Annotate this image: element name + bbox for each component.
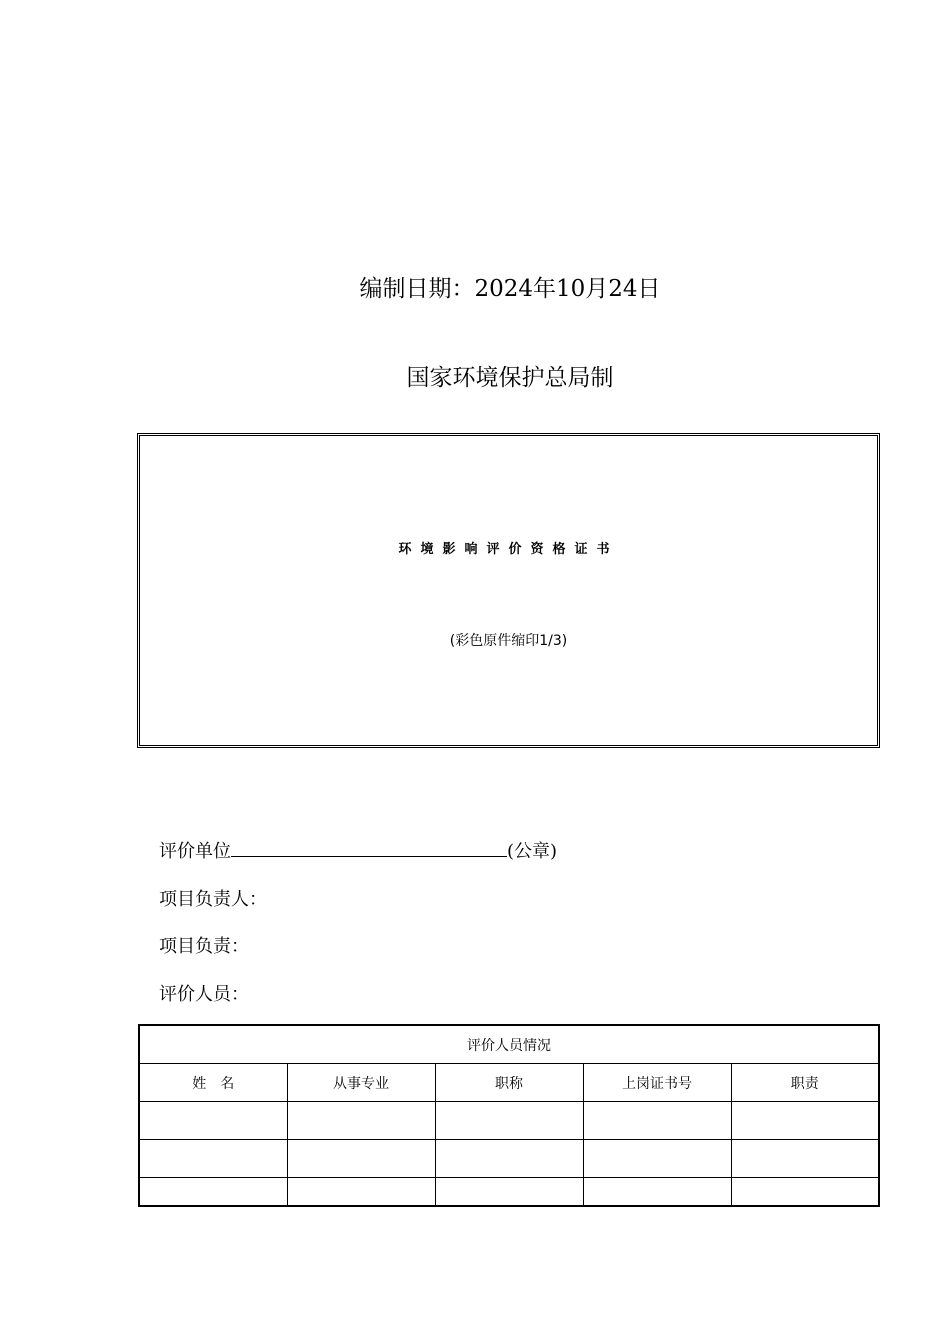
table-cell[interactable] — [731, 1140, 879, 1178]
table-row — [139, 1140, 879, 1178]
evaluators-label: 评价人员： — [159, 984, 249, 1005]
table-row — [139, 1178, 879, 1207]
project-responsible-label: 项目负责： — [159, 936, 249, 957]
table-cell[interactable] — [435, 1140, 583, 1178]
certificate-title: 环境影响评价资格证书 — [398, 542, 619, 557]
table-cell[interactable] — [435, 1178, 583, 1207]
table-cell[interactable] — [731, 1178, 879, 1207]
table-caption-row — [139, 1025, 879, 1064]
header-name: 姓 名 — [139, 1064, 287, 1102]
table-cell[interactable] — [139, 1140, 287, 1178]
header-certificate-no: 上岗证书号 — [583, 1064, 731, 1102]
evaluation-unit-label: 评价单位 — [159, 841, 231, 862]
header-title: 职称 — [435, 1064, 583, 1102]
compile-date: 编制日期：2024年10月24日 — [359, 276, 661, 302]
table-cell[interactable] — [287, 1102, 435, 1140]
table-cell[interactable] — [435, 1102, 583, 1140]
certificate-note: (彩色原件缩印1/3) — [449, 633, 568, 649]
table-cell[interactable] — [139, 1102, 287, 1140]
table-cell[interactable] — [287, 1178, 435, 1207]
table-cell[interactable] — [583, 1102, 731, 1140]
table-cell[interactable] — [287, 1140, 435, 1178]
project-leader-label: 项目负责人： — [159, 889, 267, 910]
table-caption: 评价人员情况 — [139, 1025, 879, 1064]
table-cell[interactable] — [139, 1178, 287, 1207]
evaluation-unit-field — [159, 837, 557, 863]
table-cell[interactable] — [583, 1140, 731, 1178]
table-cell[interactable] — [583, 1178, 731, 1207]
table-cell[interactable] — [731, 1102, 879, 1140]
certificate-box — [137, 433, 880, 748]
header-duty: 职责 — [731, 1064, 879, 1102]
table-header-row — [139, 1064, 879, 1102]
header-specialty: 从事专业 — [287, 1064, 435, 1102]
evaluation-unit-blank[interactable] — [231, 840, 507, 857]
table-row — [139, 1102, 879, 1140]
issuer-line: 国家环境保护总局制 — [406, 365, 614, 391]
evaluators-table — [138, 1024, 880, 1207]
seal-note: (公章) — [507, 841, 558, 862]
